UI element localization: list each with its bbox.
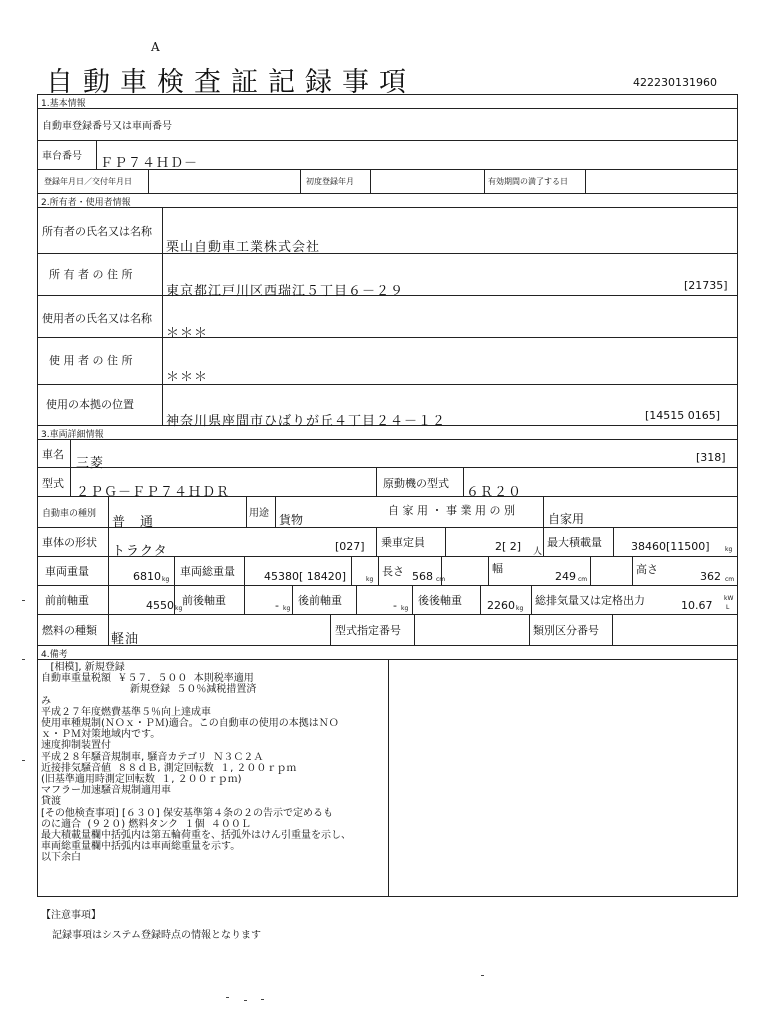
model-value: ２ＰＧ－ＦＰ７４ＨＤＲ: [76, 485, 231, 500]
remark-line: 平成２８年騒音規制車, 騒音カテゴリ Ｎ３Ｃ２Ａ: [41, 751, 264, 763]
remark-line: ｘ・ＰＭ対策地域内です。: [41, 729, 161, 741]
width-label: 幅: [492, 562, 503, 575]
height-value: 362: [700, 570, 721, 583]
remark-line: [その他検査事項] [６３０] 保安基準第４条の２の告示で定めるも: [41, 807, 333, 819]
remark-line: 速度抑制装置付: [41, 740, 111, 752]
owner-address-label: 所 有 者 の 住 所: [49, 268, 133, 281]
remark-line: [相模], 新規登録: [41, 662, 125, 673]
purpose-value: 自家用: [548, 512, 585, 526]
chassis-number-value: ＦＰ７４ＨＤ－: [100, 156, 199, 171]
user-name-value: ＊＊＊: [166, 326, 209, 341]
user-name-label: 使用者の氏名又は名称: [42, 312, 152, 325]
width-unit: cm: [578, 576, 588, 583]
length-label: 長さ: [382, 565, 404, 578]
scan-speck: [261, 999, 264, 1000]
user-address-label: 使 用 者 の 住 所: [49, 354, 133, 367]
rear-rear-axle-value: 2260: [487, 599, 515, 612]
maker-label: 車名: [42, 448, 64, 461]
expiry-date-label: 有効期間の満了する日: [488, 177, 568, 186]
displacement-label: 総排気量又は定格出力: [535, 594, 645, 607]
remark-line: 平成２７年度燃費基準５％向上達成車: [41, 706, 211, 718]
notes-text: 記録事項はシステム登録時点の情報となります: [52, 930, 261, 941]
base-location-label: 使用の本拠の位置: [46, 398, 134, 411]
remark-line: のに適合 (９２０) 燃料タンク １個 ４００Ｌ: [41, 818, 251, 830]
notes-heading: 【注意事項】: [41, 910, 101, 921]
remark-line: 近接排気騒音値 ８８ｄＢ, 測定回転数 １, ２００ｒｐｍ: [41, 762, 297, 774]
base-location-code: [14515 0165]: [645, 409, 721, 422]
fuel-type-value: 軽油: [111, 632, 140, 647]
front-rear-axle-label: 前後軸重: [182, 594, 226, 607]
sheet-mark: A: [151, 40, 160, 54]
height-label: 高さ: [636, 563, 658, 576]
owner-address-value: 東京都江戸川区西瑞江５丁目６－２９: [166, 284, 405, 299]
section-4-heading: 4.備考: [41, 650, 68, 660]
remark-line: 車両総重量欄中括弧内は車両総重量を示す。: [41, 841, 241, 853]
capacity-label: 乗車定員: [381, 536, 425, 549]
length-value: 568: [412, 570, 433, 583]
remark-line: マフラー加速騒音規制適用車: [41, 785, 171, 797]
displacement-unit-l: L: [726, 604, 730, 611]
front-rear-axle-value: -: [275, 599, 279, 612]
vehicle-weight-label: 車両重量: [45, 565, 89, 578]
class-number-label: 類別区分番号: [533, 624, 599, 637]
remark-line: 最大積載量欄中括弧内は第五輪荷重を、括弧外はけん引重量を示し、: [41, 830, 351, 842]
displacement-unit-kw: kW: [724, 595, 734, 602]
registration-number-label: 自動車登録番号又は車両番号: [42, 121, 172, 132]
user-address-value: ＊＊＊: [166, 370, 209, 385]
vehicle-kind-value: 普 通: [112, 515, 155, 530]
front-rear-axle-unit: kg: [283, 605, 291, 612]
remarks-block: [41, 662, 386, 864]
vehicle-kind-label: 自動車の種別: [42, 509, 97, 519]
rear-rear-axle-unit: kg: [516, 605, 524, 612]
section-3-heading: 3.車両詳細情報: [41, 430, 104, 440]
rear-front-axle-label: 後前軸重: [298, 594, 342, 607]
scan-speck: [244, 1000, 247, 1001]
section-1-heading: 1.基本情報: [41, 99, 86, 109]
scan-speck: [22, 600, 25, 601]
registration-date-label: 登録年月日／交付年月日: [44, 177, 132, 186]
max-load-value: 38460[11500]: [631, 540, 710, 553]
scan-speck: [481, 975, 484, 976]
type-number-label: 型式指定番号: [335, 624, 401, 637]
document-title: 自動車検査証記録事項: [46, 67, 416, 98]
capacity-value: 2[ 2]: [495, 540, 522, 553]
owner-address-code: [21735]: [684, 279, 728, 292]
front-front-axle-label: 前前軸重: [45, 594, 89, 607]
front-front-axle-value: 4550: [146, 599, 174, 612]
remark-line: 自動車重量税額 ￥５７．５００ 本則税率適用: [41, 673, 254, 685]
engine-value: ６Ｒ２０: [466, 485, 523, 500]
remark-line: み: [41, 695, 51, 707]
body-shape-value: トラクタ: [112, 544, 168, 559]
rear-front-axle-unit: kg: [401, 605, 409, 612]
rear-front-axle-value: -: [393, 599, 397, 612]
fuel-type-label: 燃料の種類: [42, 624, 97, 637]
section-2-heading: 2.所有者・使用者情報: [41, 198, 131, 208]
gross-weight-label: 車両総重量: [180, 565, 235, 578]
document-number: 422230131960: [633, 76, 717, 89]
remark-line: 貸渡: [41, 796, 61, 808]
body-shape-label: 車体の形状: [42, 536, 97, 549]
owner-name-value: 栗山自動車工業株式会社: [166, 240, 321, 255]
base-location-value: 神奈川県座間市ひばりが丘４丁目２４－１２: [166, 414, 447, 429]
gross-weight-value: 45380[ 18420]: [264, 570, 347, 583]
chassis-number-label: 車台番号: [42, 151, 82, 162]
scan-speck: [22, 760, 25, 761]
body-shape-code: [027]: [335, 540, 365, 553]
maker-value: 三菱: [76, 456, 105, 471]
front-front-axle-unit: kg: [175, 605, 183, 612]
width-value: 249: [555, 570, 576, 583]
remark-line: 使用車種規制(ＮＯｘ・ＰＭ)適合。この自動車の使用の本拠はＮＯ: [41, 718, 339, 730]
first-registration-label: 初度登録年月: [306, 177, 354, 186]
capacity-unit: 人: [533, 547, 543, 557]
vehicle-weight-value: 6810: [133, 570, 161, 583]
length-unit: cm: [436, 576, 446, 583]
gross-weight-unit: kg: [366, 576, 374, 583]
displacement-value: 10.67: [681, 599, 713, 612]
height-unit: cm: [725, 576, 735, 583]
purpose-label: 自 家 用 ・ 事 業 用 の 別: [388, 504, 515, 517]
scan-speck: [226, 997, 229, 998]
vehicle-weight-unit: kg: [162, 576, 170, 583]
remark-line: 以下余白: [41, 852, 81, 864]
engine-label: 原動機の型式: [383, 477, 449, 490]
max-load-label: 最大積載量: [547, 536, 602, 549]
owner-name-label: 所有者の氏名又は名称: [42, 225, 152, 238]
use-value: 貨物: [279, 513, 304, 527]
model-label: 型式: [42, 477, 64, 490]
max-load-unit: kg: [725, 546, 733, 553]
scan-speck: [22, 659, 25, 660]
rear-rear-axle-label: 後後軸重: [418, 594, 462, 607]
maker-code: [318]: [696, 451, 726, 464]
use-label: 用途: [249, 508, 269, 519]
remark-line: (旧基準適用時測定回転数 １, ２００ｒｐｍ): [41, 774, 242, 786]
remark-line: 新規登録 ５０％減税措置済: [41, 684, 257, 696]
